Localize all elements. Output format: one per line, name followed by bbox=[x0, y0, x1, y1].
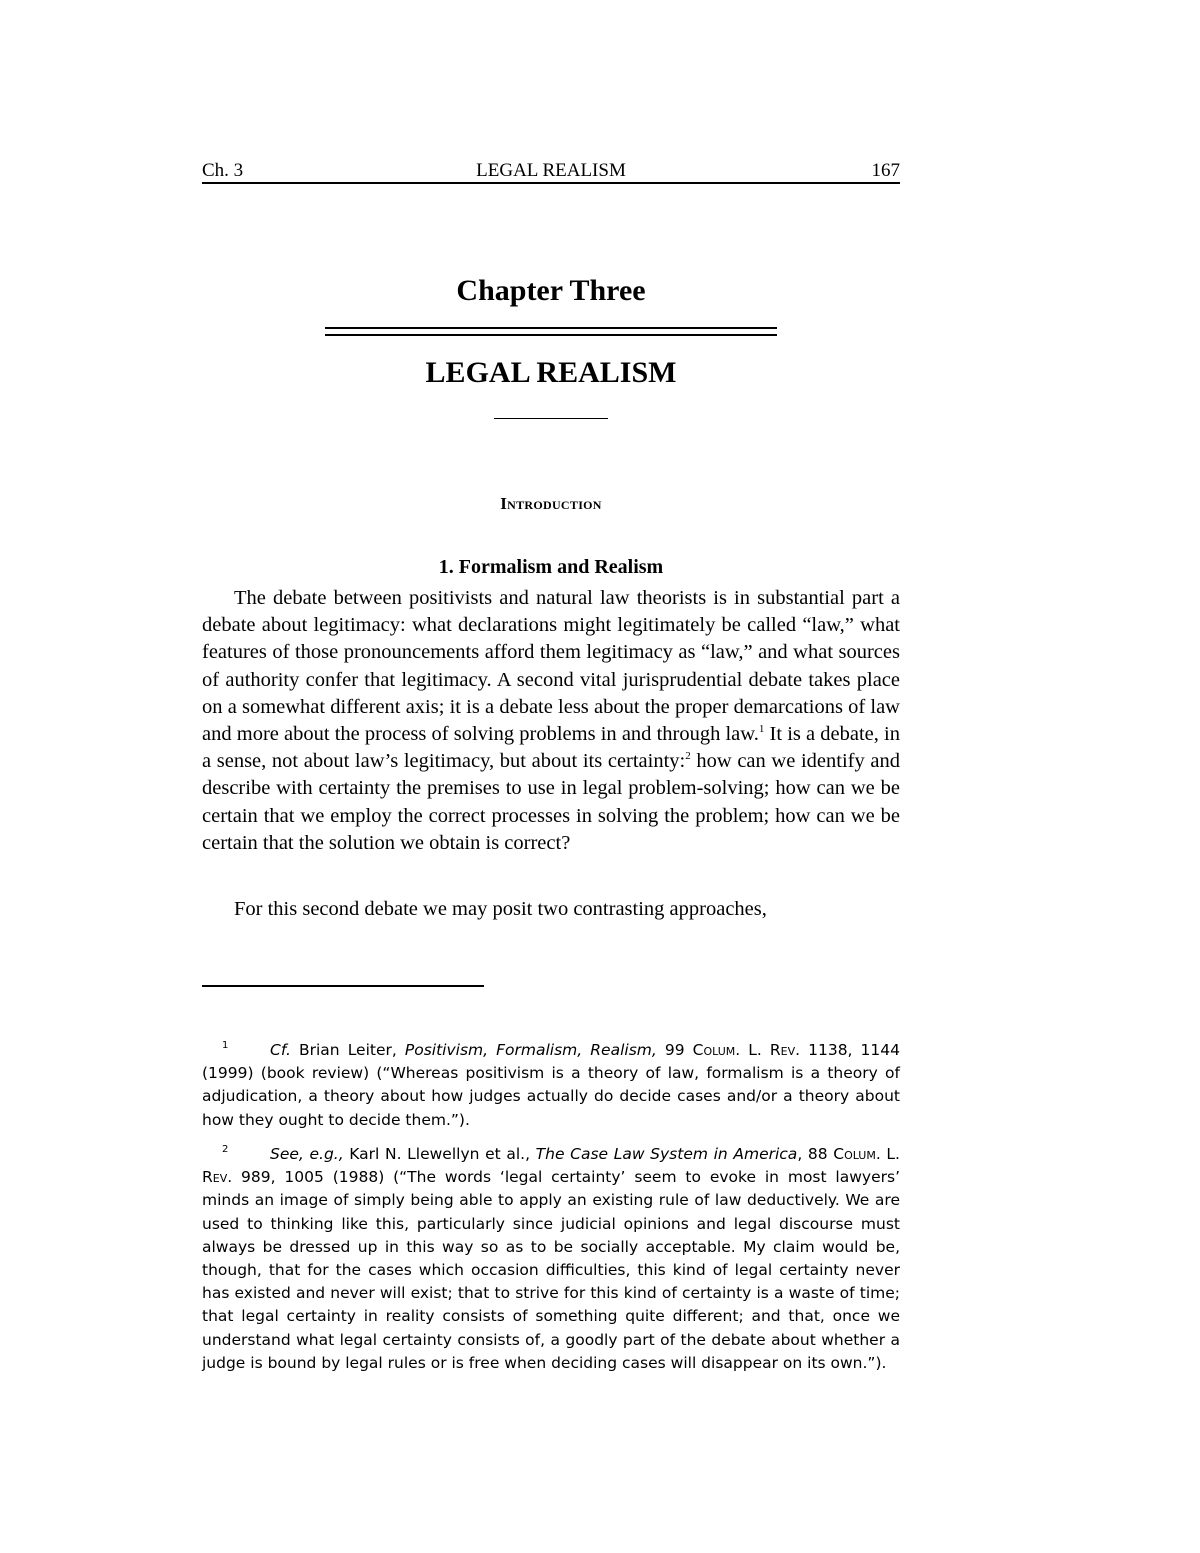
section-heading: Introduction bbox=[500, 494, 602, 513]
footnote-article-title: The Case Law System in America bbox=[535, 1145, 798, 1163]
footnote-volume: 99 bbox=[656, 1041, 693, 1059]
footnote-article-title: Positivism, Formalism, Realism, bbox=[404, 1041, 657, 1059]
footnote-reference-2: 2 bbox=[685, 750, 691, 763]
footnote-number: 1 bbox=[222, 1040, 229, 1051]
chapter-title: LEGAL REALISM bbox=[425, 356, 677, 389]
footnote-signal: See, e.g., bbox=[270, 1145, 344, 1163]
body-text-segment: The debate between positivists and natural law theorists is in substantial part a debate about legitimacy: what declarations might legitimately be called “law,” what features of those pronouncements afford them legitimacy as “law,” and what sources of authority confer that legitimacy. A second vital jurisprudential debate takes place on a somewhat different axis; it is a debate less about the proper demarcations of law and more about the process of solving problems in and through law. bbox=[202, 587, 900, 746]
chapter-label: Chapter Three bbox=[456, 274, 646, 307]
footnote-journal: Colum. L. Rev. bbox=[692, 1041, 801, 1059]
running-head-title: LEGAL REALISM bbox=[476, 160, 626, 181]
body-text-segment: For this second debate we may posit two contrasting approaches, bbox=[234, 898, 767, 920]
body-paragraph-1 bbox=[202, 585, 900, 857]
running-head bbox=[202, 160, 900, 184]
footnote-reference-1: 1 bbox=[758, 723, 765, 736]
footnote-journal: Colum. L. Rev. bbox=[202, 1145, 900, 1187]
subsection-heading: 1. Formalism and Realism bbox=[438, 556, 664, 578]
running-head-chapter: Ch. 3 bbox=[202, 160, 244, 181]
footnote-separator bbox=[202, 985, 484, 987]
footnote-volume: , 88 bbox=[797, 1145, 834, 1163]
body-text-segment: how can we identify and describe with certainty the premises to use in legal problem-solving; how can we be certain that we employ the correct processes in solving the problem; how can we be certain that the solution we obtain is correct? bbox=[202, 750, 900, 854]
footnote-author: Brian Leiter, bbox=[290, 1041, 405, 1059]
footnote-1 bbox=[202, 1039, 900, 1132]
footnote-number: 2 bbox=[222, 1144, 229, 1155]
footnote-text: 989, 1005 (1988) (“The words ‘legal certainty’ seem to evoke in most lawyers’ minds an image of simply being able to apply an existing rule of law deductively. We are used to thinking like this, particularly since judicial opinions and legal discourse must always be dressed up in this way so as to be socially acceptable. My claim would be, though, that for the cases which occasion difficulties, this kind of legal certainty never has existed and never will exist; that to strive for this kind of certainty is a waste of time; that legal certainty in reality consists of something quite different; and that, once we understand what legal certainty consists of, a goodly part of the debate about whether a judge is bound by legal rules or is free when deciding cases will disappear on its own.”). bbox=[202, 1168, 900, 1372]
footnote-text: 1138, 1144 (1999) (book review) (“Whereas positivism is a theory of law, formalism is a theory of adjudication, a theory about how judges actually do decide cases and/or a theory about how they ought to decide them.”). bbox=[202, 1041, 900, 1129]
short-rule-divider bbox=[494, 418, 608, 419]
footnote-author: Karl N. Llewellyn et al., bbox=[343, 1145, 536, 1163]
body-text-segment: It is a debate, in a sense, not about law’s legitimacy, but about its certainty: bbox=[202, 723, 900, 773]
page-number: 167 bbox=[871, 160, 900, 181]
footnote-2 bbox=[202, 1143, 900, 1375]
body-paragraph-2 bbox=[202, 896, 900, 923]
double-rule-divider bbox=[325, 327, 777, 336]
footnote-signal: Cf. bbox=[270, 1041, 291, 1059]
